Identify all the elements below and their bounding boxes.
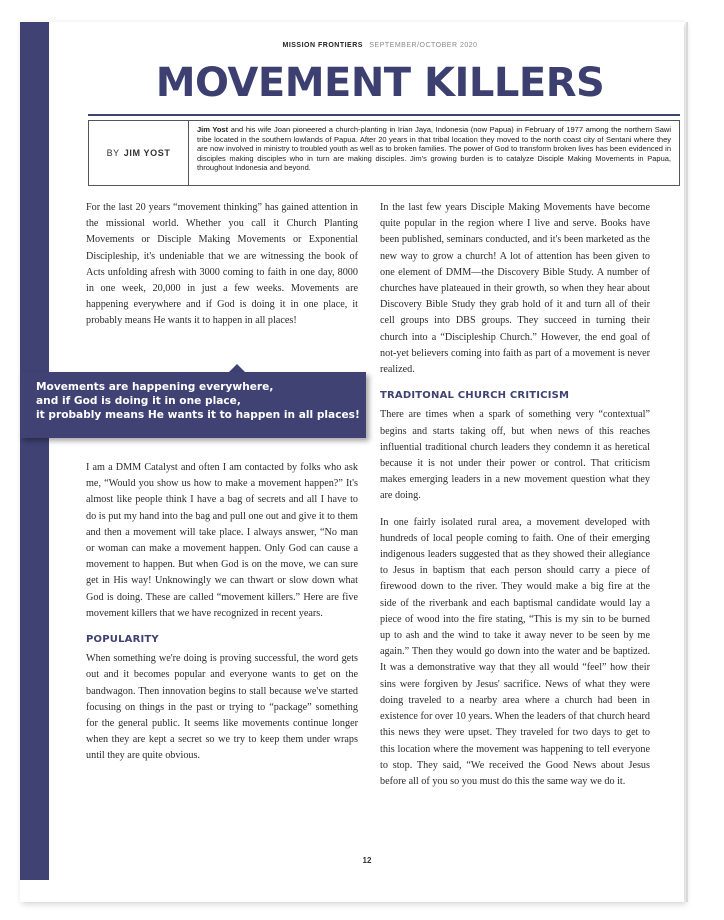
- bio-author-name: Jim Yost: [197, 125, 229, 134]
- author-bio-box: [88, 120, 680, 186]
- left-column-lower: [86, 460, 358, 775]
- byline: [89, 121, 189, 185]
- magazine-name: MISSION FRONTIERS: [282, 42, 363, 49]
- pullquote: [20, 372, 366, 438]
- issue-date: SEPTEMBER/OCTOBER 2020: [369, 42, 478, 49]
- bio-text: and his wife Joan pioneered a church-planting in Irian Jaya, Indonesia (now Papua) in February of 1977 among the northern Sawi tribe located in the southern lowlands of Papua. After 20 years in that tribal location they moved to the north coast city of Sentani where they are now involved in ministry to troubled youth as well as to broken families. The power of God to transform broken lives has been evidenced in disciples making disciples who in turn are making disciples. Jim's growing burden is to catalyze Disciple Making Movements in Papua, throughout Indonesia and beyond.: [197, 125, 671, 173]
- page-number: 12: [362, 856, 372, 865]
- paragraph: In one fairly isolated rural area, a movement developed with hundreds of local people coming to faith. One of their emerging indigenous leaders suggested that as they showed their allegiance to Jesus in baptism that each person should carry a piece of firewood down to the river. They would make a big fire at the side of the riverbank and each baptismal candidate would lay a piece of wood into the fire stating, “This is my sin to be burned up to ash and the wind to take it away never to be seen by me again.” Then they would go down into the water and be baptized. It was a demonstrative way that they all would “feel” how their sins were forgiven by Jesus' sacrifice. News of what they were doing traveled to a nearby area where a church had been in existence for over 10 years. When the leaders of that church heard this news they were upset. They traveled for two days to get to this location where the movement was happening to tell everyone to stop. They said, “We received the Good News about Jesus before all of you so you must do this the same way we do it.: [380, 516, 650, 787]
- running-head: [230, 42, 530, 49]
- left-column-upper: [86, 200, 358, 340]
- title-divider: [88, 114, 680, 116]
- byline-prefix: BY: [106, 148, 120, 158]
- paragraph: I am a DMM Catalyst and often I am contacted by folks who ask me, “Would you show us how to make a movement happen?” It's almost like people think I have a bag of secrets and all I have to do is put my hand into the bag and pull one out and give it to them and then a movement will take place. I always answer, “No man or woman can make a movement happen. Only God can cause a movement to happen. But when God is on the move, we can sure get in His way! Unknowingly we can thwart or slow down what God is doing. These are called “movement killers.” Here are five movement killers that we have recognized in recent years.: [86, 462, 358, 619]
- pullquote-line: and if God is doing it in one place,: [36, 395, 241, 408]
- pullquote-line: Movements are happening everywhere,: [36, 381, 274, 393]
- paragraph: There are times when a spark of something very “contextual” begins and starts taking off, but when news of this reaches influential traditional church leaders they condemn it as heretical because it is not under their power or control. That criticism makes emerging leaders in a new movement question what they are doing.: [380, 409, 650, 502]
- page-spine-bar: [20, 22, 49, 880]
- paragraph: For the last 20 years “movement thinking” has gained attention in the missional world. Whether you call it Church Planting Movements or Disciple Making Movements or Exponential Discipleship, it's undeniable that we are witnessing the book of Acts unfolding afresh with 3000 coming to faith in one day, 8000 in one week, 20,000 in just a few weeks. Movements are happening everywhere and if God is doing it in one place, it probably means He wants it to happen in all places!: [86, 202, 358, 327]
- article-title: MOVEMENT KILLERS: [155, 60, 605, 106]
- facing-page-edge: [686, 22, 688, 902]
- pullquote-line: it probably means He wants it to happen in all places!: [36, 409, 360, 422]
- section-heading: TRADITONAL CHURCH CRITICISM: [380, 390, 570, 402]
- author-name: JIM YOST: [123, 148, 171, 158]
- paragraph: In the last few years Disciple Making Movements have become quite popular in the region where I live and serve. Books have been published, seminars conducted, and it's been marketed as the new way to grow a church! A lot of attention has been given to one element of DMM—the Discovery Bible Study. A number of churches have plateaued in their growth, so when they hear about Discovery Bible Study they grab hold of it and turn all of their cell groups into DBS groups. They succeed in turning their church into a “Discipleship Church.” However, the end goal of not-yet believers coming into faith as part of a movement is never realized.: [380, 202, 650, 376]
- paragraph: When something we're doing is proving successful, the word gets out and it becomes popular and everyone wants to get on the bandwagon. Then innovation begins to stall because we've started focusing on things in the past or trying to “package” something for the general public. It seems like movements continue longer when they are kept a secret so we try to keep them under wraps until they are quite obvious.: [86, 653, 358, 762]
- author-bio: [189, 121, 679, 185]
- section-heading: POPULARITY: [86, 634, 159, 646]
- right-column: [380, 200, 650, 800]
